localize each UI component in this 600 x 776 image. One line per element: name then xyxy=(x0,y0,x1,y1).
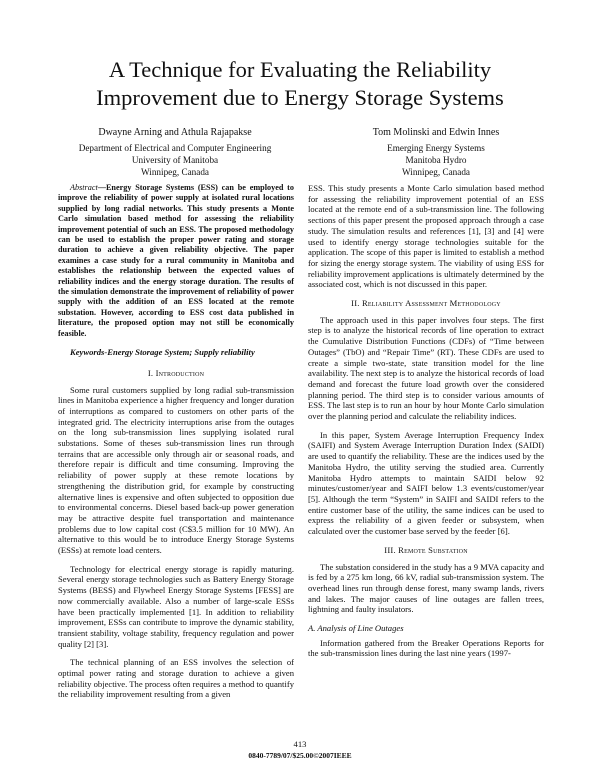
abstract xyxy=(58,183,294,339)
right-column xyxy=(308,183,544,667)
title-line-2: Improvement due to Energy Storage Systems xyxy=(96,85,504,110)
author-city: Winnipeg, Canada xyxy=(401,167,470,177)
methodology-paragraph-2: In this paper, System Average Interruption Frequency Index (SAIFI) and System Average Interruption Duration Index (SAIDI) are used to quantify the reliability. These are the indices used by the Manitoba Hydro, the utility serving the studied area. Currently Manitoba Hydro attempts to maintain SAIDI below 92 minutes/customer/year and SAIFI below 1.3 events/customer/year [5]. Although the term “System” in SAIFI and SAIDI refers to the entire customer base of the utility, the same indices can be used to express the reliability of a given feeder or subsystem, when calculated over the customer base served by the feeder [6]. xyxy=(308,429,544,537)
left-column xyxy=(58,183,294,708)
line-outages-paragraph-1: Information gathered from the Breaker Operations Reports for the sub-transmission lines during the last nine years (1997- xyxy=(308,637,544,659)
page-number: 413 xyxy=(293,739,307,749)
section-heading-remote-substation: III. Remote Substation xyxy=(384,544,468,555)
keywords: Keywords-Energy Storage System; Supply reliability xyxy=(70,347,255,358)
author-city: Winnipeg, Canada xyxy=(140,167,209,177)
substation-paragraph-1: The substation considered in the study has a 9 MVA capacity and is fed by a 275 km long, 66 kV, radial sub-transmission system. The overhead lines run through dense forest, many swamp lands, rivers and lakes. The major causes of line outages are fallen trees, lightning and faulty insulators. xyxy=(308,561,544,615)
intro-paragraph-2: Technology for electrical energy storage is rapidly maturing. Several energy storage technologies such as Battery Energy Storage Systems (BESS) and Flywheel Energy Storage Systems [FESS] are now commercially available. Also a number of large-scale ESSs have been practically implemented [1]. In addition to reliability improvement, ESSs can contribute to improve the dynamic stability, transient stability, voltage stability, frequency regulation and power quality [2] [3]. xyxy=(58,563,294,649)
author-dept: Emerging Energy Systems xyxy=(387,143,485,153)
section-heading-introduction: I. Introduction xyxy=(147,367,205,378)
section-heading-methodology: II. Reliability Assessment Methodology xyxy=(351,298,501,309)
methodology-paragraph-1: The approach used in this paper involves four steps. The first step is to analyze the historical records of line operation to extract the Cumulative Distribution Functions (CDFs) of “Time between Outages” (TbO) and “Repair Time” (RT). These CDFs are used to create a simple two-state, state transition model for the line availability. The next step is to analyze the historical records of load demand and forecast the future load growth over the considered planning period. The third step is to consider various amounts of ESS. The last step is to run an hour by hour Monte Carlo simulation over the planning period and calculate the reliability indices. xyxy=(308,314,544,422)
author-block-left xyxy=(60,127,290,178)
abstract-label: Abstract xyxy=(70,183,98,192)
abstract-text: —Energy Storage Systems (ESS) can be employed to improve the reliability of power supply at isolated rural locations supplied by long radial networks. This study presents a Monte Carlo simulation based method for assessing the reliability improvement potential of such an ESS. The proposed methodology can be used to establish the proper power rating and storage duration to achieve a given reliability objective. The paper examines a case study for a rural community in Manitoba and establishes the relationship between the expected values of reliability indices and the energy storage duration. The results of the simulation demonstrate the improvement of reliability of power supply with the addition of an ESS located at the remote substation. However, according to ESS cost data published in literature, the proposed option may not still be economically feasible. xyxy=(58,183,294,338)
page-footer xyxy=(0,739,600,761)
author-names: Tom Molinski and Edwin Innes xyxy=(372,127,500,138)
intro-paragraph-1: Some rural customers supplied by long radial sub-transmission lines in Manitoba experience a higher frequency and longer duration of interruptions as compared to customers on other parts of the integrated grid. The electricity interruptions arise from the outages on the long sub-transmission lines supplying isolated rural substations. Some of theses sub-transmission lines run through terrains that are accessible only through air or seasonal roads, and therefore repair is difficult and time consuming. Improving the reliability of power supply at these remote locations by strengthening the distribution grid, for example by constructing alternative lines is expensive and often subjected to opposition due to environmental concerns. Diesel based back-up power generation may be attractive despite fuel transportation and maintenance problems due to low capital cost (C$3.5 million for 10 MW). An alternative to this would be to introduce Energy Storage Systems (ESSs) at remote load centers. xyxy=(58,384,294,556)
copyright-code: 0840-7789/07/$25.00©2007IEEE xyxy=(248,751,352,760)
author-univ: University of Manitoba xyxy=(131,155,219,165)
author-names: Dwayne Arning and Athula Rajapakse xyxy=(98,127,252,138)
paper-title xyxy=(0,56,600,112)
author-org: Manitoba Hydro xyxy=(405,155,467,165)
author-block-right xyxy=(318,127,554,178)
title-line-1: A Technique for Evaluating the Reliability xyxy=(108,57,492,82)
intro-paragraph-continued: ESS. This study presents a Monte Carlo simulation based method for assessing the reliability improvement potential of an ESS located at the remote end of a sub-transmission line. The following sections of this paper present the proposed approach through a case study. The simulation results and references [1], [3] and [4] were used to identify energy storage technologies suitable for the application. The scope of this paper is limited to establish a method for sizing the energy storage system. The viability of using ESS for reliability improvement applications is ultimately determined by the associated cost, which is not discussed in this paper. xyxy=(308,183,544,290)
subsection-heading-line-outages: A. Analysis of Line Outages xyxy=(308,623,404,634)
intro-paragraph-3: The technical planning of an ESS involves the selection of optimal power rating and storage duration to achieve a given reliability objective. The process often requires a method to quantify the reliability improvement resulting from a given xyxy=(58,657,294,700)
author-dept: Department of Electrical and Computer Engineering xyxy=(78,143,272,153)
